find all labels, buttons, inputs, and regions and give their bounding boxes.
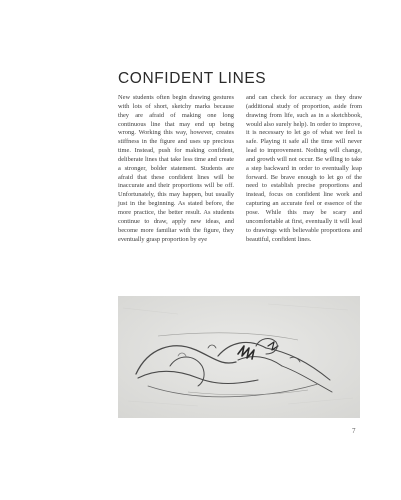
body-column-right: and can check for accuracy as they draw (additional study of proportion, aside from drawing from life, such as in a sketchbook, would also surely help). In order to improve, it is necessary to let go of what we feel is safe. Playing it safe all the time will never lead to improvement. Nothing will change, and growth will not occur. Be willing to take a step backward in order to eventually leap forward. Be brave enough to let go of the need to establish precise proportions and instead, focus on confident line work and capturing an accurate feel or essence of the pose. While this may be scary and uncomfortable at first, eventually it will lead to drawings with believable proportions and beautiful, confident lines. [246, 94, 362, 243]
page-number: 7 [352, 427, 356, 435]
gesture-drawing-illustration [118, 296, 360, 418]
reclining-figure-sketch [118, 296, 360, 418]
body-column-left: New students often begin drawing gestures with lots of short, sketchy marks because they are afraid of making one long continuous line that may end up being wrong. Working this way, however, creates stiffness in the figure and uses up precious time. Instead, push for making confident, deliberate lines that take less time and create a stronger, bolder statement. Students are afraid that these confident lines will be inaccurate and their proportions will be off. Unfortunately, this may happen, but usually just in the beginning. As stated before, the more practice, the better result. As students continue to draw, apply new ideas, and become more familiar with the figure, they eventually grasp proportion by eye [118, 94, 234, 243]
section-heading: CONFIDENT LINES [118, 70, 267, 87]
body-text-columns [118, 94, 362, 244]
paper-background [118, 296, 360, 418]
